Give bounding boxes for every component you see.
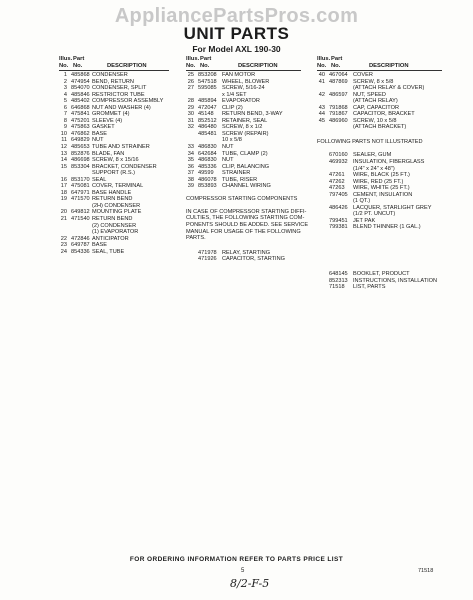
part-number: 485846 xyxy=(71,91,90,98)
page-number: 5 xyxy=(241,568,245,574)
part-description: CAPACITOR, BRACKET xyxy=(353,111,415,118)
parts-list xyxy=(186,72,301,190)
part-description: SEAL xyxy=(92,176,107,183)
note-line: CULTIES, THE FOLLOWING STARTING COM- xyxy=(186,215,305,222)
part-number: 595085 xyxy=(198,85,217,92)
illus-number: 39 xyxy=(187,183,194,190)
part-description: TUBE AND STRAINER xyxy=(92,144,150,151)
part-description: RETURN BEND xyxy=(92,216,133,223)
parts-list xyxy=(317,271,442,291)
header-rule xyxy=(317,70,442,71)
part-number: 486698 xyxy=(71,157,90,164)
part-number: 485402 xyxy=(71,98,90,105)
header-no2: No. xyxy=(73,63,83,69)
part-number: 487869 xyxy=(329,78,348,85)
part-number: 469932 xyxy=(329,159,348,166)
part-number: 486078 xyxy=(198,176,217,183)
part-description: CONDENSER xyxy=(92,72,128,78)
header-rule xyxy=(186,70,301,71)
parts-list xyxy=(59,72,169,255)
part-description: BLADE, FAN xyxy=(92,150,125,157)
part-number: 854336 xyxy=(71,248,90,255)
part-description: GASKET xyxy=(92,124,115,131)
part-description: SCREW, 8 x 1/2 xyxy=(222,124,263,131)
part-description: 10 x 5/8 xyxy=(222,137,242,144)
parts-column-3 xyxy=(317,56,442,291)
part-description: CLIP (2) xyxy=(222,104,243,111)
illus-number: 13 xyxy=(60,150,67,157)
column-header xyxy=(59,56,169,70)
part-number: 485653 xyxy=(71,144,90,151)
part-number: 670160 xyxy=(329,152,348,159)
part-number: 853304 xyxy=(71,163,90,170)
illus-number: 9 xyxy=(63,124,67,131)
part-description: INSTRUCTIONS, INSTALLATION xyxy=(353,277,438,284)
part-description: LIST, PARTS xyxy=(353,284,386,291)
part-description: CLIP, BALANCING xyxy=(222,163,270,170)
part-row xyxy=(317,124,442,131)
part-description: (1/2 PT. UNCUT) xyxy=(353,211,396,218)
header-illus: Illus. xyxy=(59,56,73,62)
header-part: Part xyxy=(331,56,343,62)
part-number: 486426 xyxy=(329,204,348,211)
part-number: 486830 xyxy=(198,144,217,151)
part-number: 475863 xyxy=(71,124,90,131)
part-description: LACQUER, STARLIGHT GREY xyxy=(353,204,432,211)
part-number: 471926 xyxy=(198,256,217,263)
part-description: (2H) CONDENSER xyxy=(92,202,141,209)
illus-number: 14 xyxy=(60,157,67,164)
parts-list xyxy=(317,72,442,131)
illus-number: 30 xyxy=(187,111,194,118)
part-description: EVAPORATOR xyxy=(222,98,260,105)
illus-number: 3 xyxy=(63,85,67,92)
illus-number: 12 xyxy=(60,144,67,151)
part-description: CAP, CAPACITOR xyxy=(353,104,400,111)
part-description: (2) CONDENSER xyxy=(92,222,137,229)
part-description: NUT xyxy=(222,157,234,164)
part-number: 649829 xyxy=(71,137,90,144)
part-description: (ATTACH BRACKET) xyxy=(353,124,407,131)
ordering-footer: FOR ORDERING INFORMATION REFER TO PARTS PRICE LIST xyxy=(129,556,344,563)
illus-number: 34 xyxy=(187,150,194,157)
part-description: RETAINER, SEAL xyxy=(222,117,268,124)
part-number: 474954 xyxy=(71,78,90,85)
part-description: BLEND THINNER (1 GAL.) xyxy=(353,224,421,231)
illus-number: 22 xyxy=(60,235,67,242)
part-description: CAPACITOR, STARTING xyxy=(222,256,285,263)
not-illustrated-heading: FOLLOWING PARTS NOT ILLUSTRATED xyxy=(317,138,423,145)
part-number: 852512 xyxy=(198,117,217,124)
illus-number: 45 xyxy=(318,117,325,124)
part-description: SEAL, TUBE xyxy=(92,248,125,255)
part-description: MOUNTING PLATE xyxy=(92,209,142,216)
part-number: 475081 xyxy=(71,183,90,190)
part-description: SCREW, 8 x 15/16 xyxy=(92,157,139,164)
illus-number: 33 xyxy=(187,144,194,151)
illus-number: 23 xyxy=(60,242,67,249)
starting-components-note xyxy=(186,195,309,242)
parts-list xyxy=(317,152,442,231)
part-description: RELAY, STARTING xyxy=(222,249,271,256)
part-description: RESTRICTOR TUBE xyxy=(92,91,145,98)
part-number: 799381 xyxy=(329,224,348,231)
note-line: COMPRESSOR STARTING COMPONENTS xyxy=(186,195,298,202)
part-description: JET PAK xyxy=(353,217,376,224)
part-number: 475841 xyxy=(71,111,90,118)
part-number: 649787 xyxy=(71,242,90,249)
illus-number: 17 xyxy=(60,183,67,190)
part-description: FAN MOTOR xyxy=(222,72,256,78)
part-description: SCREW, 10 x 5/8 xyxy=(353,117,397,124)
part-number: 47261 xyxy=(329,172,345,179)
part-number: 486960 xyxy=(329,117,348,124)
part-row xyxy=(186,256,301,263)
header-no: No. xyxy=(59,63,69,69)
part-number: 791868 xyxy=(329,104,348,111)
part-description: BASE xyxy=(92,130,107,137)
part-number: 853893 xyxy=(198,183,217,190)
part-description: WIRE, WHITE (25 FT.) xyxy=(353,185,410,192)
header-description: DESCRIPTION xyxy=(238,63,278,69)
illus-number: 26 xyxy=(187,78,194,85)
page-subtitle: For Model AXL 190-30 xyxy=(192,44,281,54)
header-description: DESCRIPTION xyxy=(107,63,147,69)
part-description: COMPRESSOR ASSEMBLY xyxy=(92,98,164,105)
part-description: BEND, RETURN xyxy=(92,78,134,85)
part-description: WHEEL, BLOWER xyxy=(222,78,270,85)
illus-number: 5 xyxy=(63,98,67,105)
page-title: UNIT PARTS xyxy=(183,24,290,43)
part-description: WIRE, RED (25 FT.) xyxy=(353,178,404,185)
part-number: 648145 xyxy=(329,271,348,278)
part-number: 791867 xyxy=(329,111,348,118)
part-description: NUT xyxy=(222,144,234,151)
part-description: INSULATION, FIBERGLASS xyxy=(353,159,425,166)
part-description: CEMENT, INSULATION xyxy=(353,191,413,198)
part-description: (1/4" x 24" x 48") xyxy=(353,165,395,172)
part-description: (ATTACH RELAY) xyxy=(353,98,398,105)
illus-number: 35 xyxy=(187,157,194,164)
illus-number: 1 xyxy=(63,72,67,78)
part-row xyxy=(59,249,169,256)
illus-number: 20 xyxy=(60,209,67,216)
part-number: 797405 xyxy=(329,191,348,198)
header-no: No. xyxy=(317,63,327,69)
parts-column-1 xyxy=(59,56,169,255)
part-number: 642684 xyxy=(198,150,217,157)
illus-number: 2 xyxy=(63,78,67,85)
part-number: 853208 xyxy=(198,72,217,78)
illus-number: 19 xyxy=(60,196,67,203)
part-description: ANTICIPATOR xyxy=(92,235,129,242)
part-row xyxy=(317,284,442,291)
header-no2: No. xyxy=(331,63,341,69)
part-description: BASE xyxy=(92,242,107,249)
part-description: TUBE, CLAMP (2) xyxy=(222,150,268,157)
illus-number: 4 xyxy=(63,91,67,98)
part-number: 486480 xyxy=(198,124,217,131)
part-number: 475201 xyxy=(71,117,90,124)
illus-number: 44 xyxy=(318,111,325,118)
illus-number: 38 xyxy=(187,176,194,183)
part-description: (1) EVAPORATOR xyxy=(92,229,139,236)
part-number: 485894 xyxy=(198,98,217,105)
part-number: 476862 xyxy=(71,130,90,137)
header-part: Part xyxy=(73,56,85,62)
header-illus: Illus. xyxy=(317,56,331,62)
part-description: STRAINER xyxy=(222,170,251,177)
part-description: BOOKLET, PRODUCT xyxy=(353,271,410,278)
part-number: 47262 xyxy=(329,178,345,185)
part-number: 853170 xyxy=(71,176,90,183)
header-no: No. xyxy=(186,63,196,69)
part-number: 799451 xyxy=(329,217,348,224)
part-number: 47263 xyxy=(329,185,345,192)
illus-number: 8 xyxy=(63,117,67,124)
handwritten-note: 8/2-F-5 xyxy=(230,577,270,590)
illus-number: 24 xyxy=(60,248,67,255)
illus-number: 40 xyxy=(318,72,325,78)
part-number: 647971 xyxy=(71,189,90,196)
part-description: x 1/4 SET xyxy=(222,91,247,98)
part-description: BASE HANDLE xyxy=(92,189,132,196)
note-line: PARTS. xyxy=(186,235,206,242)
illus-number: 37 xyxy=(187,170,194,177)
part-number: 45148 xyxy=(198,111,214,118)
part-description: TUBE, RISER xyxy=(222,176,258,183)
illus-number: 42 xyxy=(318,91,325,98)
part-description: GROMMET (4) xyxy=(92,111,130,118)
part-number: 852876 xyxy=(71,150,90,157)
illus-number: 43 xyxy=(318,104,325,111)
part-description: RETURN BEND, 3-WAY xyxy=(222,111,283,118)
part-description: SCREW, 5/16-24 xyxy=(222,85,265,92)
illus-number: 15 xyxy=(60,163,67,170)
part-number: 472846 xyxy=(71,235,90,242)
part-number: 854070 xyxy=(71,85,90,92)
part-description: SCREW (REPAIR) xyxy=(222,130,269,137)
part-number: 646868 xyxy=(71,104,90,111)
part-description: CONDENSER, SPLIT xyxy=(92,85,147,92)
part-description: CHANNEL WIRING xyxy=(222,183,271,190)
part-description: WIRE, BLACK (25 FT.) xyxy=(353,172,410,179)
illus-number: 7 xyxy=(63,111,67,118)
part-description: NUT xyxy=(92,137,104,144)
part-description: COVER xyxy=(353,72,373,78)
part-number: 485481 xyxy=(198,130,217,137)
illus-number: 11 xyxy=(61,137,67,144)
part-description: NUT AND WASHER (4) xyxy=(92,104,151,111)
part-number: 649812 xyxy=(71,209,90,216)
illus-number: 6 xyxy=(63,104,67,111)
parts-list xyxy=(186,250,301,263)
header-no2: No. xyxy=(200,63,210,69)
illus-number: 25 xyxy=(187,72,194,78)
part-description: SEALER, GUM xyxy=(353,152,392,159)
illus-number: 16 xyxy=(60,176,67,183)
illus-number: 29 xyxy=(187,104,194,111)
note-line: PONENTS SHOULD BE ADDED. SEE SERVICE xyxy=(186,222,309,229)
column-header xyxy=(317,56,442,70)
illus-number: 41 xyxy=(318,78,325,85)
note-line: MANUAL FOR USAGE OF THE FOLLOWING xyxy=(186,228,301,235)
part-number: 71518 xyxy=(329,284,345,291)
note-line: IN CASE OF COMPRESSOR STARTING DIFFI- xyxy=(186,208,307,215)
part-row xyxy=(317,224,442,231)
part-description: BRACKET, CONDENSER xyxy=(92,163,157,170)
parts-column-2 xyxy=(186,56,309,263)
header-part: Part xyxy=(200,56,212,62)
part-number: 467064 xyxy=(329,72,348,78)
part-description: RETURN BEND xyxy=(92,196,133,203)
illus-number: 32 xyxy=(187,124,194,131)
part-number: 472047 xyxy=(198,104,217,111)
part-number: 486597 xyxy=(329,91,348,98)
part-number: 49599 xyxy=(198,170,214,177)
illus-number: 21 xyxy=(60,216,67,223)
illus-number: 28 xyxy=(187,98,194,105)
part-number: 486830 xyxy=(198,157,217,164)
header-illus: Illus. xyxy=(186,56,200,62)
illus-number: 36 xyxy=(187,163,194,170)
part-description: COVER, TERMINAL xyxy=(92,183,144,190)
part-number: 547518 xyxy=(198,78,217,85)
part-number: 485868 xyxy=(71,72,90,78)
column-header xyxy=(186,56,301,70)
part-row xyxy=(186,183,301,190)
part-description: (1 QT.) xyxy=(353,198,371,205)
illus-number: 27 xyxy=(187,85,194,92)
illus-number: 31 xyxy=(187,117,194,124)
illus-number: 18 xyxy=(60,189,67,196)
part-description: (ATTACH RELAY & COVER) xyxy=(353,85,425,92)
part-description: SLEEVE (4) xyxy=(92,117,123,124)
part-description: SCREW, 8 x 5/8 xyxy=(353,78,394,85)
illus-number: 10 xyxy=(60,130,67,137)
header-rule xyxy=(59,70,169,71)
part-number: 471570 xyxy=(71,196,90,203)
part-description: NUT, SPEED xyxy=(353,91,386,98)
header-description: DESCRIPTION xyxy=(369,63,409,69)
part-number: 471978 xyxy=(198,249,217,256)
part-number: 485336 xyxy=(198,163,217,170)
part-number: 852313 xyxy=(329,277,348,284)
watermark: AppliancePartsPros.com xyxy=(114,5,359,27)
part-description: SUPPORT (R.S.) xyxy=(92,170,135,177)
document-code: 71518 xyxy=(418,568,434,574)
part-number: 471540 xyxy=(71,216,90,223)
